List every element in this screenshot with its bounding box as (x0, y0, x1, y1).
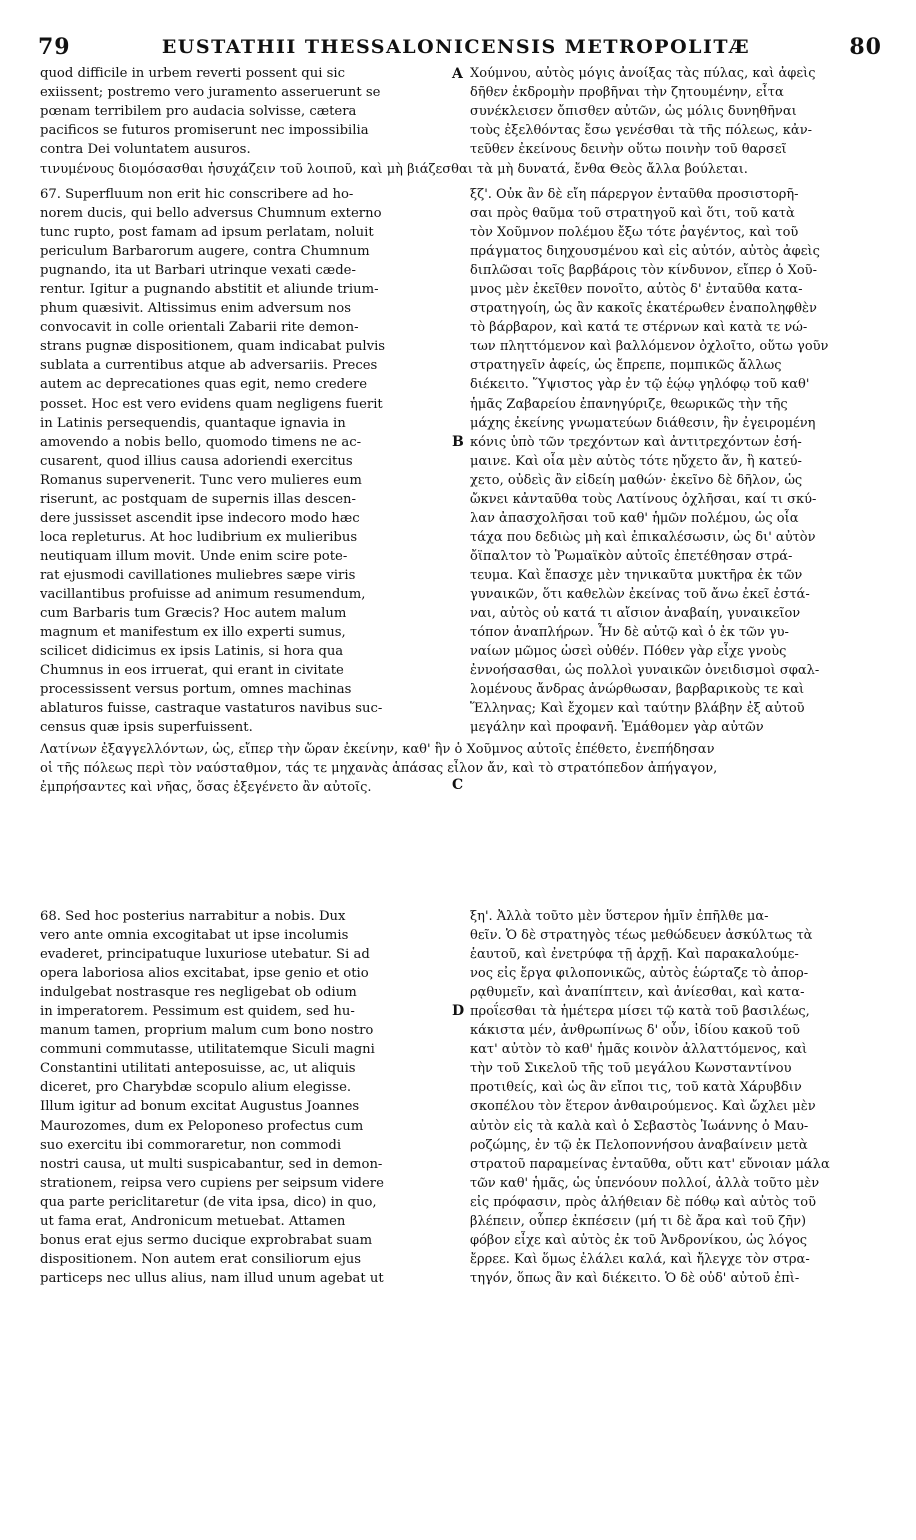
greek-column-block2 (470, 185, 882, 737)
latin-text-line: opera laboriosa alios excitabat, ipse genio et otio (40, 966, 369, 982)
latin-text-line: vero ante omnia excogitabat ut ipse incolumis (40, 928, 349, 944)
greek-text-line: τοὺς ἐξελθόντας ἔσω γενέσθαι τὰ τῆς πόλεως, κἀν- (470, 123, 813, 139)
latin-text-line: pugnando, ita ut Barbari utrinque vexati cæde- (40, 263, 356, 279)
latin-text-line: in Latinis persequendis, quantaque ignavia in (40, 415, 346, 431)
latin-text-line: posset. Hoc est vero evidens quam negligens fuerit (40, 396, 383, 412)
greek-text-line: φόβον εἶχε καὶ αὐτὸς ἐκ τοῦ Ἀνδρονίκου, ὡς λόγος (470, 1232, 808, 1248)
latin-text-line: nostri causa, ut multi suspicabantur, sed in demon- (40, 1156, 383, 1172)
page-number-left: 79 (38, 34, 71, 60)
latin-column-block3 (40, 907, 450, 1288)
greek-text-line: μνος μὲν ἐκεῖθεν πονοῖτο, αὐτὸς δ' ἐνταῦθα κατα- (470, 282, 803, 298)
latin-text-line: Constantini utilitati anteposuisse, ac, ut aliquis (40, 1061, 356, 1077)
latin-text-line: in imperatorem. Pessimum est quidem, sed hu- (40, 1004, 355, 1020)
latin-text-line: neutiquam illum movit. Unde enim scire pote- (40, 548, 348, 564)
greek-text-line: τηγόν, ὅπως ἂν καὶ διέκειτο. Ὁ δὲ οὐδ' αὐτοῦ ἐπὶ- (470, 1270, 800, 1286)
latin-text-line: evaderet, principatuque luxuriose utebatur. Si ad (40, 947, 370, 963)
greek-fullwidth-line-block1: τινυμένους διομόσασθαι ἡσυχάζειν τοῦ λοιποῦ, καὶ μὴ βιάζεσθαι τὰ μὴ δυνατά, ἔνθα Θεὸς ἄλλα βούλεται. (40, 162, 748, 177)
greek-text-line: πράγματος διηχουσμένου καὶ εἰς αὐτόν, αὐτὸς ἀφεὶς (470, 244, 820, 260)
greek-column-block1 (470, 64, 882, 159)
greek-text-line: λομένους ἄνδρας ἀνώρθωσαν, βαρβαρικοὺς τε καὶ (470, 682, 805, 698)
margin-letter-c: C (452, 777, 464, 793)
greek-text-line: κάκιστα μέν, ἀνθρωπίνως δ' οὖν, ἰδίου κακοῦ τοῦ (470, 1023, 800, 1039)
latin-text-line: cum Barbaris tum Græcis? Hoc autem malum (40, 606, 347, 622)
greek-text-line: στρατοῦ παραμείνας ἐνταῦθα, οὔτι κατ' εὔνοιαν μάλα (470, 1156, 830, 1172)
greek-column-block3 (470, 907, 882, 1288)
latin-text-line: autem ac deprecationes quas egit, nemo credere (40, 377, 368, 393)
running-title: EUSTATHII THESSALONICENSIS METROPOLITÆ (161, 36, 751, 58)
latin-text-line: pacificos se futuros promiserunt nec impossibilia (40, 123, 369, 139)
latin-text-line: 67. Superfluum non erit hic conscribere ad ho- (40, 187, 354, 202)
greek-text-line: τόπον ἀναπλήρων. Ἦν δὲ αὐτῷ καὶ ὁ ἐκ τῶν γυ- (470, 625, 789, 641)
greek-text-line: ἡμᾶς Ζαβαρείου ἐπανηγύριζε, θεωρικῶς τὴν τῆς (470, 396, 788, 412)
latin-text-line: strans pugnæ dispositionem, quam indicabat pulvis (40, 339, 386, 355)
greek-text-line: διέκειτο. Ὕψιστος γὰρ ἐν τῷ ἑῴῳ γηλόφῳ τοῦ καθ' (470, 377, 810, 393)
greek-text-line: στρατηγοίη, ὡς ἂν κακοῖς ἑκατέρωθεν ἐναποληφθὲν (470, 301, 817, 317)
latin-text-line: rat ejusmodi cavillationes muliebres sæpe viris (40, 567, 356, 583)
greek-text-line: ἑαυτοῦ, καὶ ἐνετρύφα τῇ ἀρχῇ. Καὶ παρακαλούμε- (470, 947, 799, 963)
latin-text-line: riserunt, ac postquam de supernis illas descen- (40, 491, 356, 507)
latin-text-line: pœnam terribilem pro audacia solvisse, cætera (40, 104, 357, 120)
greek-text-line: Χούμνου, αὐτὸς μόγις ἀνοίξας τὰς πύλας, καὶ ἀφεὶς (470, 66, 816, 81)
latin-text-line: tunc rupto, post famam ad ipsum perlatam, noluit (40, 225, 374, 241)
latin-text-line: convocavit in colle orientali Zabarii rite demon- (40, 320, 359, 336)
greek-text-line: ὤκνει κἀνταῦθα τοὺς Λατίνους ὀχλῆσαι, καί τι σκύ- (470, 491, 817, 507)
greek-text-line: κατ' αὐτὸν τὸ καθ' ἡμᾶς κοινὸν ἀλλαττόμενος, καὶ (470, 1042, 808, 1058)
margin-letter-a: A (452, 66, 463, 82)
latin-text-line: census quæ ipsis superfuissent. (40, 720, 253, 736)
latin-text-line: magnum et manifestum ex illo experti sumus, (40, 625, 346, 641)
latin-text-line: quod difficile in urbem reverti possent qui sic (40, 66, 346, 81)
greek-text-line: ρᾳθυμεῖν, καὶ ἀναπίπτειν, καὶ ἀνίεσθαι, καὶ κατα- (470, 985, 805, 1001)
greek-text-line: των πληττόμενον καὶ βαλλόμενον ὀχλοῖτο, οὕτω γοῦν (470, 339, 829, 355)
margin-letter-b: B (452, 434, 464, 450)
greek-text-line: γυναικῶν, ὅτι καθελὼν ἐκείνας τοῦ ἄνω ἐκεῖ ἐστά- (470, 586, 810, 602)
latin-text-line: Illum igitur ad bonum excitat Augustus Joannes (40, 1099, 360, 1115)
greek-fullwidth-line: ἐμπρήσαντες καὶ νῆας, ὅσας ἐξεγένετο ἂν αὐτοῖς. (40, 780, 372, 796)
latin-text-line: exiissent; postremo vero juramento asseruerunt se (40, 85, 381, 101)
latin-text-line: suo exercitu ibi commoraretur, non commodi (40, 1137, 342, 1153)
greek-text-line: δῆθεν ἐκδρομὴν προβῆναι τὴν ζητουμένην, εἶτα (470, 85, 784, 101)
greek-text-line: ξζ'. Οὐκ ἂν δὲ εἴη πάρεργον ἐνταῦθα προσιστορῆ- (470, 187, 799, 202)
greek-text-line: βλέπειν, οὗπερ ἐκπέσειν (μή τι δὲ ἄρα καὶ τοῦ ζῆν) (470, 1213, 807, 1229)
greek-text-line: χετο, οὐδεὶς ἂν εἰδείη μαθών· ἐκεῖνο δὲ δῆλον, ὡς (470, 472, 803, 488)
latin-text-line: scilicet didicimus ex ipsis Latinis, si hora qua (40, 644, 344, 660)
greek-text-line: σαι πρὸς θαῦμα τοῦ στρατηγοῦ καὶ ὅτι, τοῦ κατὰ (470, 206, 795, 222)
greek-text-line: τῶν καθ' ἡμᾶς, ὡς ὑπενόουν πολλοί, ἀλλὰ τοῦτο μὲν (470, 1175, 820, 1191)
greek-text-line: αὐτὸν εἰς τὰ καλὰ καὶ ὁ Σεβαστὸς Ἰωάννης ὁ Μαυ- (470, 1118, 809, 1134)
greek-text-line: ροζώμης, ἐν τῷ ἐκ Πελοποννήσου ἀναβαίνειν μετὰ (470, 1137, 808, 1153)
greek-text-line: ὄϊπαλτον τὸ Ῥωμαϊκὸν αὐτοῖς ἐπετέθησαν στρά- (470, 548, 793, 564)
latin-text-line: norem ducis, qui bello adversus Chumnum externo (40, 206, 382, 222)
greek-text-line: Ἕλληνας; Καὶ ἔχομεν καὶ ταύτην βλάβην ἐξ αὐτοῦ (470, 701, 805, 717)
latin-text-line: 68. Sed hoc posterius narrabitur a nobis. Dux (40, 909, 346, 924)
greek-text-line: μάχης ἐκείνης γνωματεύων διάθεσιν, ἣν ἐγειρομένη (470, 415, 816, 431)
latin-text-line: phum quæsivit. Altissimus enim adversum nos (40, 301, 351, 317)
latin-text-line: Chumnus in eos irruerat, qui erant in civitate (40, 663, 344, 679)
greek-text-line: συνέκλεισεν ὄπισθεν αὐτῶν, ὡς μόλις δυνηθῆναι (470, 104, 797, 120)
greek-text-line: διπλῶσαι τοῖς βαρβάροις τὸν κίνδυνον, εἴπερ ὁ Χοῦ- (470, 263, 817, 279)
latin-text-line: indulgebat nostrasque res negligebat ob odium (40, 985, 357, 1001)
latin-text-line: Romanus supervenerit. Tunc vero mulieres eum (40, 472, 362, 488)
latin-text-line: sublata a currentibus atque ab adversariis. Preces (40, 358, 378, 374)
greek-text-line: κόνις ὑπὸ τῶν τρεχόντων καὶ ἀντιτρεχόντων ἐσή- (470, 434, 802, 450)
page-number-right: 80 (849, 34, 882, 60)
latin-text-line: processissent versus portum, omnes machinas (40, 682, 352, 698)
greek-text-line: ξη'. Ἀλλὰ τοῦτο μὲν ὕστερον ἡμῖν ἐπῆλθε μα- (470, 909, 769, 924)
greek-text-line: προΐεσθαι τὰ ἡμέτερα μίσει τῷ κατὰ τοῦ βασιλέως, (470, 1004, 810, 1020)
greek-text-line: ἔρρεε. Καὶ ὅμως ἐλάλει καλά, καὶ ἤλεγχε τὸν στρα- (470, 1251, 810, 1267)
greek-fullwidth-lines-block2 (40, 740, 882, 797)
greek-text-line: τεῦθεν ἐκείνους δεινὴν οὕτω ποινὴν τοῦ θαρσεῖ (470, 142, 787, 158)
latin-text-line: Maurozomes, dum ex Peloponeso profectus cum (40, 1118, 364, 1134)
greek-fullwidth-line: Λατίνων ἐξαγγελλόντων, ὡς, εἴπερ τὴν ὥραν ἐκείνην, καθ' ἣν ὁ Χοῦμνος αὐτοῖς ἐπέθετο, ἐνεπήδησαν (40, 742, 715, 757)
greek-text-line: τὸν Χοῦμνον πολέμου ἔξω τότε ῥαγέντος, καὶ τοῦ (470, 225, 799, 241)
greek-text-line: τὴν τοῦ Σικελοῦ τῆς τοῦ μεγάλου Κωνσταντίνου (470, 1061, 792, 1077)
greek-text-line: σκοπέλου τὸν ἕτερον ἀνθαιρούμενος. Καὶ ὤχλει μὲν (470, 1099, 816, 1115)
margin-letter-d: D (452, 1003, 465, 1019)
latin-text-line: particeps nec ullus alius, nam illud unum agebat ut (40, 1270, 384, 1286)
latin-text-line: ablaturos fuisse, castraque vastaturos navibus suc- (40, 701, 383, 717)
latin-text-line: bonus erat ejus sermo ducique exprobrabat suam (40, 1232, 373, 1248)
latin-text-line: periculum Barbarorum augere, contra Chumnum (40, 244, 370, 260)
latin-text-line: diceret, pro Charybdæ scopulo alium elegisse. (40, 1080, 352, 1096)
greek-text-line: ἐννοήσασθαι, ὡς πολλοὶ γυναικῶν ὀνειδισμοὶ σφαλ- (470, 663, 820, 679)
latin-text-line: cusarent, quod illius causa adoriendi exercitus (40, 453, 353, 469)
latin-column-block1 (40, 64, 450, 159)
latin-text-line: amovendo a nobis bello, quomodo timens ne ac- (40, 434, 362, 450)
latin-text-line: dere jussisset ascendit ipse indecoro modo hæc (40, 510, 360, 526)
greek-text-line: τὸ βάρβαρον, καὶ κατά τε στέρνων καὶ κατὰ τε νώ- (470, 320, 808, 336)
latin-text-line: manum tamen, proprium malum cum bono nostro (40, 1023, 374, 1039)
latin-text-line: dispositionem. Non autem erat consiliorum ejus (40, 1251, 362, 1267)
latin-text-line: strationem, reipsa vero cupiens per seipsum videre (40, 1175, 384, 1191)
latin-text-line: communi commutasse, utilitatemque Siculi magni (40, 1042, 375, 1058)
greek-text-line: προτιθείς, καὶ ὡς ἂν εἴποι τις, τοῦ κατὰ Χάρυβδιν (470, 1080, 802, 1096)
greek-text-line: νος εἰς ἔργα φιλοπονικῶς, αὐτὸς ἑώρταζε τὸ ἀπορ- (470, 966, 809, 982)
latin-text-line: contra Dei voluntatem ausuros. (40, 142, 251, 158)
greek-fullwidth-line: οἱ τῆς πόλεως περὶ τὸν ναύσταθμον, τάς τε μηχανὰς ἁπάσας εἶλον ἄν, καὶ τὸ στρατόπεδον ἀπήγαγον, (40, 761, 718, 777)
greek-text-line: εἰς πρόφασιν, πρὸς ἀλήθειαν δὲ πόθῳ καὶ αὐτὸς τοῦ (470, 1194, 817, 1210)
page-header (30, 34, 882, 64)
greek-text-line: στρατηγεῖν ἀφείς, ὡς ἔπρεπε, πομπικῶς ἄλλως (470, 358, 782, 374)
greek-text-line: ναι, αὐτὸς οὐ κατά τι αἴσιον ἀναβαίη, γυναικεῖον (470, 606, 801, 622)
greek-text-line: μεγάλην καὶ προφανῆ. Ἐμάθομεν γὰρ αὐτῶν (470, 720, 764, 736)
greek-text-line: τάχα που δεδιὼς μὴ καὶ ἐπικαλέσωσιν, ὡς δι' αὐτὸν (470, 529, 816, 545)
greek-text-line: ναίων μῶμος ὡσεὶ οὐθέν. Πόθεν γὰρ εἶχε γνοὺς (470, 644, 787, 660)
latin-text-line: loca repleturus. At hoc ludibrium ex mulieribus (40, 529, 358, 545)
greek-text-line: μαινε. Καὶ οἷα μὲν αὐτὸς τότε ηὔχετο ἄν, ἢ κατεύ- (470, 453, 802, 469)
greek-text-line: θεῖν. Ὁ δὲ στρατηγὸς τέως μεθώδευεν ἀσκύλτως τὰ (470, 928, 813, 944)
latin-text-line: rentur. Igitur a pugnando abstitit et aliunde trium- (40, 282, 379, 298)
latin-text-line: vacillantibus profuisse ad animum resumendum, (40, 586, 366, 602)
latin-text-line: qua parte periclitaretur (de vita ipsa, dico) in quo, (40, 1194, 377, 1210)
latin-column-block2 (40, 185, 450, 737)
latin-text-line: ut fama erat, Andronicum metuebat. Attamen (40, 1213, 346, 1229)
greek-text-line: λαν ἀπασχολῆσαι τοῦ καθ' ἡμῶν πολέμου, ὡς οἷα (470, 510, 799, 526)
greek-text-line: τευμα. Καὶ ἔπασχε μὲν τηνικαῦτα μυκτῆρα ἐκ τῶν (470, 567, 803, 583)
